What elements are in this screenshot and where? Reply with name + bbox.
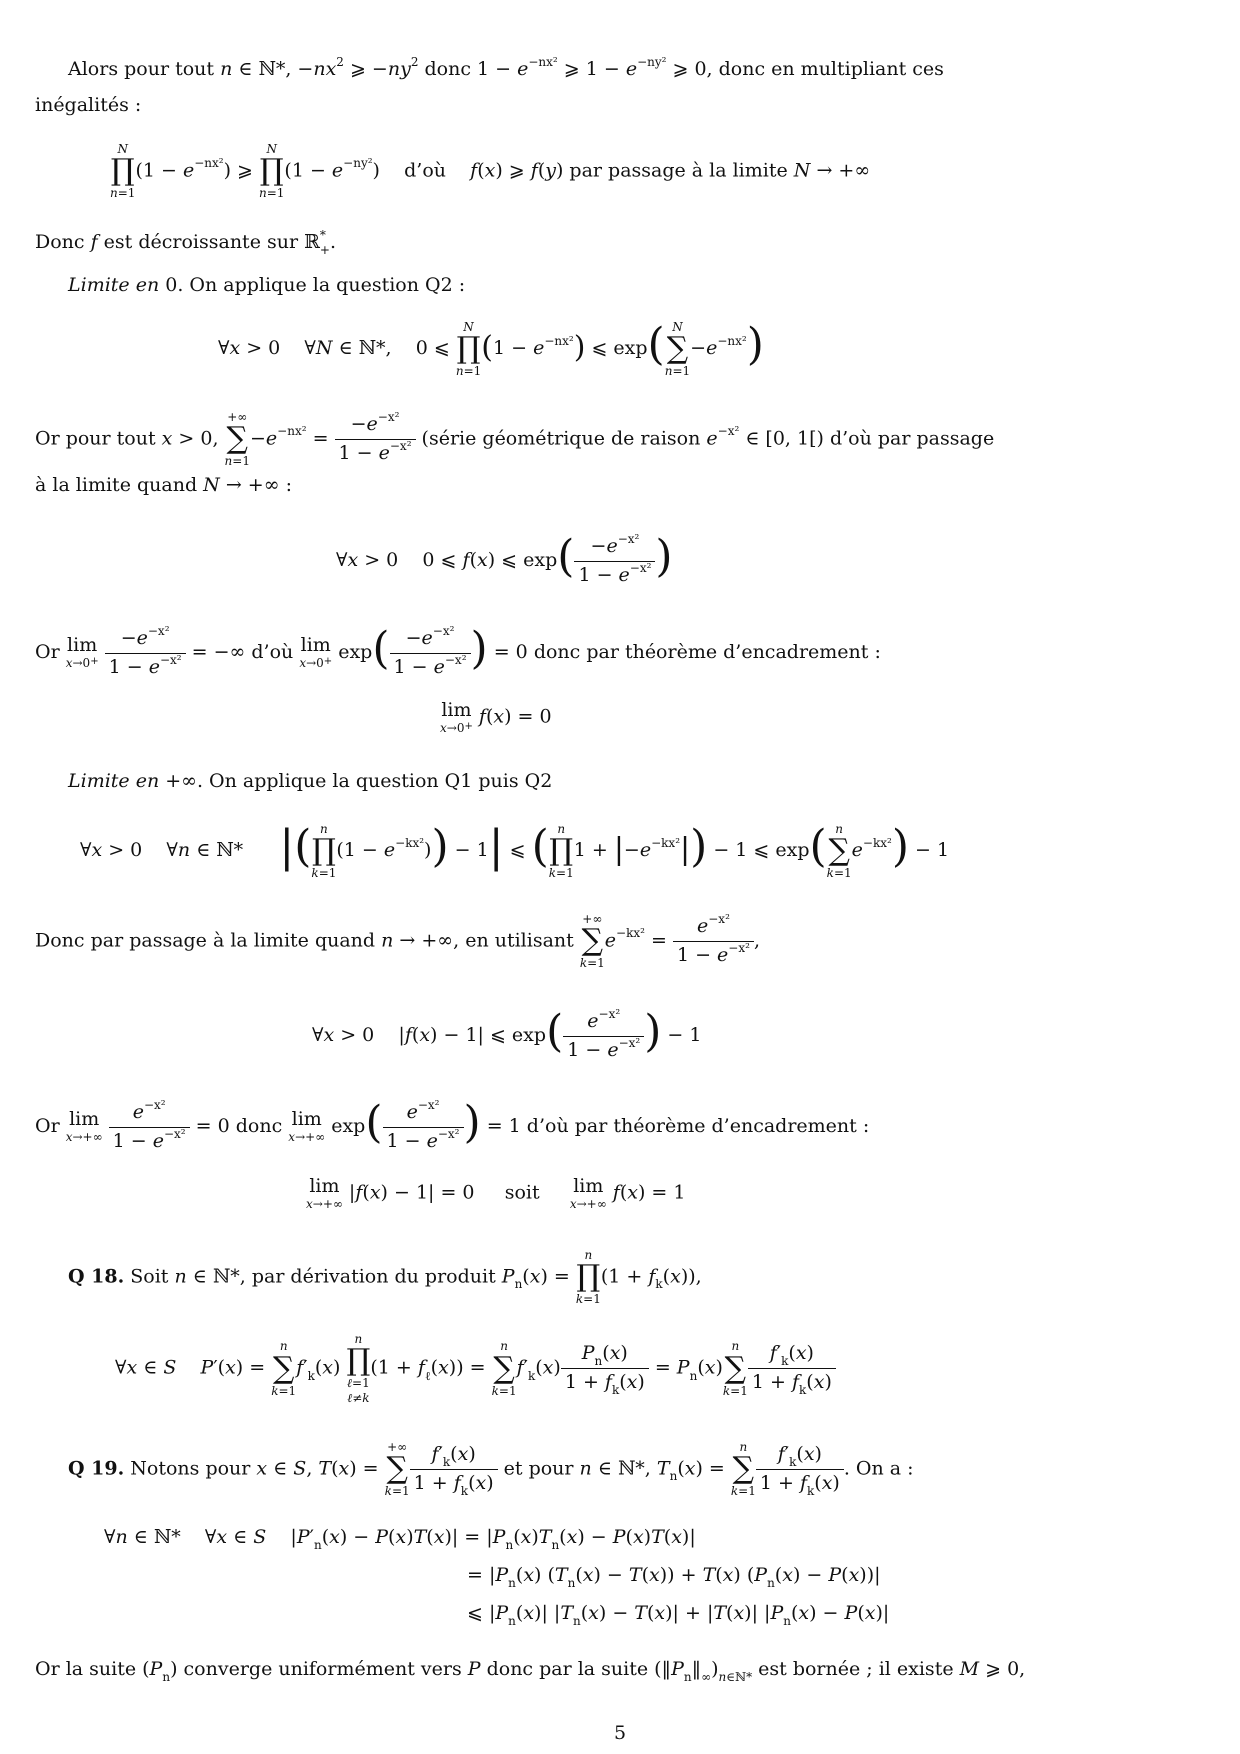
equation-limit-f-infinity: lim x→+∞ |f(x) − 1| = 0 soit lim x→+∞ f(x) = 1 bbox=[306, 1175, 686, 1211]
equation-product-inequality: N ∏ n=1 $(1 - e^{-nx^2})$ ⩾ N ∏ n=1 $(1 - e^{-ny^2})$ d’où f(x) ⩾ f(y) par passage à la limite N → +∞ bbox=[110, 142, 871, 201]
page-number: 5 bbox=[613, 1722, 627, 1744]
text-line-2: inégalités : bbox=[35, 94, 142, 116]
text-line-5: Or pour tout x > 0, +∞ ∑ n=1 $-e^{-nx^2}$ = $\frac{-e^{-x^2}}{1 - e^{-x^2}}$ (série géométrique de raison $e^{-x^2}$ ∈ [0, 1[) d’où par passage bbox=[35, 410, 995, 469]
equation-bound-f-infinity: ∀x > 0 |f(x) − 1| ⩽ exp( $\frac{e^{-x^2}}{1 - e^{-x^2}}$ ) − 1 bbox=[312, 1006, 702, 1061]
equation-bound-f-zero: ∀x > 0 0 ⩽ f(x) ⩽ exp( $\frac{-e^{-x^2}}{1 - e^{-x^2}}$ ) bbox=[336, 531, 673, 586]
question-19-statement: Q 19. Notons pour x ∈ S, T(x) = +∞ ∑ k=1 $\frac{f'_k(x)}{1 + f_k(x)}$ et pour n ∈ ℕ*, $T_n(x)$ = n ∑ k=1 $\frac{f'_k(x)}{1 + f_k(x)}$ . On a : bbox=[68, 1440, 914, 1499]
text-line-9: Donc par passage à la limite quand n → +∞, en utilisant +∞ ∑ k=1 $e^{-kx^2}$ = $\frac{e^{-x^2}}{1 - e^{-x^2}}$ , bbox=[35, 912, 760, 971]
equation-derivative-product: ∀x ∈ S P′(x) = n ∑ k=1 $f'_k(x)$ n ∏ ℓ=1 ℓ≠k $(1 + f_\ell(x))$ = n ∑ k=1 $f'_k(x)$ $\frac{P_n(x)}{1 + f_k(x)}$ = $P_n(x)$ n ∑ k=1 $\frac{f'_k(x)}{1 + f_k(x)}$ bbox=[115, 1332, 836, 1405]
text-line-3: Donc f est décroissante sur ℝ*$_+$. bbox=[35, 228, 336, 257]
equation-q2-bound-zero: ∀x > 0 ∀N ∈ ℕ*, 0 ⩽ N ∏ n=1 $(1 - e^{-nx^2})$ ⩽ exp( N ∑ n=1 $-e^{-nx^2}$) bbox=[218, 319, 764, 378]
text-line-4: Limite en 0. On applique la question Q2 : bbox=[68, 274, 466, 296]
text-line-1: Alors pour tout n ∈ ℕ*, $-nx^2$ ⩾ $-ny^2$ donc $1 - e^{-nx^2}$ ⩾ $1 - e^{-ny^2}$ ⩾ 0, donc en multipliant ces bbox=[68, 55, 944, 80]
equation-q1-q2-bound-infinity: ∀x > 0 ∀n ∈ ℕ* |( n ∏ k=1 $(1 - e^{-kx^2})) - 1|$ ⩽ ( n ∏ k=1 $1 + |-e^{-kx^2}|) - 1$ ⩽ exp( n ∑ k=1 $e^{-kx^2}) - 1$ bbox=[80, 821, 950, 880]
equation-q19-line-2: = $|P_n(x) (T_n(x) - T(x)) + T(x) (P_n(x) - P(x))|$ bbox=[467, 1564, 881, 1590]
text-line-7: Or lim x→0+ $\frac{-e^{-x^2}}{1 - e^{-x^2}}$ = −∞ d’où lim x→0+ exp( $\frac{-e^{-x^2}}{1 - e^{-x^2}}$ ) = 0 donc par théorème d’encadrement : bbox=[35, 623, 881, 678]
text-line-13: Or la suite $(P_n)$ converge uniformément vers P donc par la suite $(‖P_n‖_\infty)_{n\in ℕ*}$ est bornée ; il existe M ⩾ 0, bbox=[35, 1658, 1026, 1684]
equation-q19-line-3: ⩽ $|P_n(x)|$ $|T_n(x) - T(x)| + |T(x)|$ $|P_n(x) - P(x)|$ bbox=[467, 1602, 890, 1628]
text-line-10: Or lim x→+∞ $\frac{e^{-x^2}}{1 - e^{-x^2}}$ = 0 donc lim x→+∞ exp( $\frac{e^{-x^2}}{1 - e^{-x^2}}$ ) = 1 d’où par théorème d’encadrement : bbox=[35, 1097, 870, 1152]
text-line-6: à la limite quand N → +∞ : bbox=[35, 474, 292, 496]
question-18-statement: Q 18. Soit n ∈ ℕ*, par dérivation du produit $P_n(x)$ = n ∏ k=1 $(1 + f_k(x))$, bbox=[68, 1248, 702, 1307]
equation-limit-f-zero: lim x→0+ f(x) = 0 bbox=[440, 699, 552, 735]
text-line-8: Limite en +∞. On applique la question Q1 puis Q2 bbox=[68, 770, 553, 792]
equation-q19-line-1: ∀n ∈ ℕ* ∀x ∈ S $|P'_n(x) - P(x)T(x)| = |P_n(x)T_n(x) - P(x)T(x)|$ bbox=[104, 1526, 696, 1552]
